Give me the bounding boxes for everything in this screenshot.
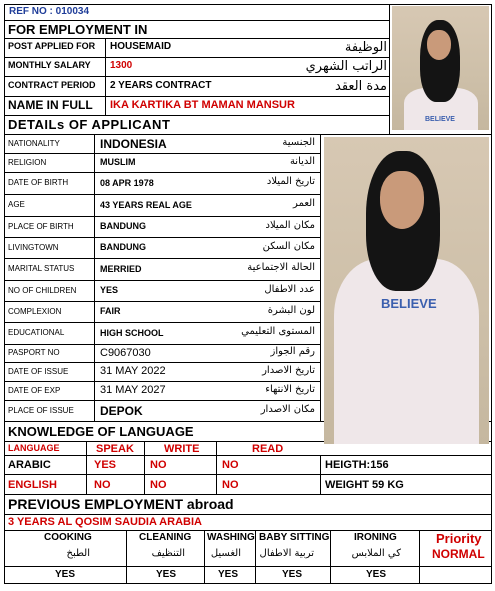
name-label: NAME IN FULL	[8, 98, 93, 112]
detail-label: AGE	[8, 200, 25, 209]
skill-washing-label: WASHING	[207, 532, 255, 543]
weight-value: WEIGHT 59 KG	[325, 479, 404, 491]
skill-washing-arabic: الغسيل	[210, 548, 241, 559]
details-heading: DETAILs OF APPLICANT	[8, 117, 171, 132]
skill-cooking-label: COOKING	[44, 532, 92, 543]
skill-babysitting-label: BABY SITTING	[259, 532, 330, 543]
detail-label: DATE OF ISSUE	[8, 366, 69, 376]
detail-label: PLACE OF BIRTH	[8, 221, 74, 231]
skill-cleaning-label: CLEANING	[139, 532, 192, 543]
detail-label: PLACE OF ISSUE	[8, 405, 74, 415]
detail-value: HIGH SCHOOL	[100, 327, 164, 338]
language-heading: KNOWLEDGE OF LANGUAGE	[8, 424, 194, 439]
arabic-write: NO	[150, 459, 167, 471]
arabic-speak: YES	[94, 459, 117, 471]
detail-value: MUSLIM	[100, 157, 136, 167]
salary-arabic-label: الراتب الشهري	[305, 59, 387, 74]
post-label: POST APPLIED FOR	[8, 41, 96, 51]
detail-arabic-label: مكان السكن	[262, 240, 315, 252]
contract-value: 2 YEARS CONTRACT	[110, 80, 212, 91]
detail-label: COMPLEXION	[8, 306, 62, 316]
detail-arabic-label: الجنسية	[282, 136, 315, 148]
detail-arabic-label: لون البشرة	[267, 304, 315, 316]
post-arabic-label: الوظيفة	[344, 40, 387, 55]
detail-label: PASPORT NO	[8, 348, 60, 357]
detail-value: 43 YEARS REAL AGE	[100, 199, 192, 210]
skill-ironing-arabic: كي الملابس	[351, 548, 401, 559]
english-write: NO	[150, 479, 167, 491]
skill-ironing-value: YES	[366, 569, 387, 580]
previous-heading: PREVIOUS EMPLOYMENT abroad	[8, 496, 234, 512]
priority-label: Priority	[436, 531, 482, 546]
detail-label: NO OF CHILDREN	[8, 285, 77, 295]
detail-value: DEPOK	[100, 403, 143, 418]
detail-value: YES	[100, 285, 119, 295]
detail-value: INDONESIA	[100, 136, 167, 151]
language-arabic: ARABIC	[8, 459, 51, 471]
language-col-language: LANGUAGE	[8, 443, 60, 453]
name-value: IKA KARTIKA BT MAMAN MANSUR	[110, 99, 295, 111]
skill-cooking-value: YES	[55, 569, 76, 580]
height-value: HEIGTH:156	[325, 459, 389, 471]
salary-value: 1300	[110, 60, 133, 71]
skill-babysitting-arabic: تربية الاطفال	[259, 548, 314, 559]
detail-value: MERRIED	[100, 263, 142, 274]
english-read: NO	[222, 479, 239, 491]
skill-washing-value: YES	[218, 569, 239, 580]
detail-arabic-label: العمر	[293, 198, 315, 209]
detail-arabic-label: المستوى التعليمي	[241, 326, 315, 337]
salary-label: MONTHLY SALARY	[8, 60, 91, 70]
contract-arabic-label: مدة العقد	[335, 79, 387, 94]
detail-label: EDUCATIONAL	[8, 328, 65, 337]
detail-label: DATE OF EXP	[8, 385, 61, 395]
detail-label: MARITAL STATUS	[8, 264, 75, 273]
applicant-photo-small	[392, 6, 489, 130]
detail-label: RELIGION	[8, 157, 47, 167]
detail-label: LIVINGTOWN	[8, 242, 59, 252]
skill-cooking-arabic: الطبخ	[66, 548, 90, 559]
language-col-read: READ	[252, 443, 284, 455]
priority-value: NORMAL	[432, 547, 485, 561]
detail-label: NATIONALITY	[8, 138, 60, 148]
detail-arabic-label: الديانة	[289, 155, 315, 167]
photo-large-shirt-logo: BELIEVE	[381, 296, 437, 311]
english-speak: NO	[94, 479, 111, 491]
detail-arabic-label: رقم الجواز	[270, 346, 315, 357]
detail-arabic-label: عدد الاطفال	[264, 283, 315, 295]
detail-arabic-label: تاريخ الاصدار	[262, 364, 315, 376]
previous-value: 3 YEARS AL QOSIM SAUDIA ARABIA	[8, 516, 202, 528]
skill-babysitting-value: YES	[282, 569, 303, 580]
detail-value: 31 MAY 2027	[100, 384, 166, 396]
detail-value: BANDUNG	[100, 242, 146, 252]
detail-label: DATE OF BIRTH	[8, 178, 69, 187]
applicant-photo-large	[324, 137, 489, 444]
detail-arabic-label: مكان الميلاد	[265, 219, 315, 231]
post-value: HOUSEMAID	[110, 41, 172, 52]
detail-value: BANDUNG	[100, 221, 146, 231]
detail-value: 31 MAY 2022	[100, 365, 166, 377]
skill-ironing-label: IRONING	[354, 532, 397, 543]
detail-value: C9067030	[100, 346, 151, 359]
detail-arabic-label: مكان الاصدار	[260, 403, 315, 415]
employment-heading: FOR EMPLOYMENT IN	[8, 22, 148, 37]
detail-arabic-label: تاريخ الميلاد	[266, 176, 315, 187]
contract-label: CONTRACT PERIOD	[8, 80, 96, 90]
language-col-speak: SPEAK	[96, 443, 134, 455]
detail-arabic-label: تاريخ الانتهاء	[265, 383, 315, 395]
language-english: ENGLISH	[8, 479, 57, 491]
detail-value: 08 APR 1978	[100, 177, 154, 188]
language-col-write: WRITE	[164, 443, 200, 455]
detail-arabic-label: الحالة الاجتماعية	[247, 262, 315, 273]
skill-cleaning-value: YES	[156, 569, 177, 580]
arabic-read: NO	[222, 459, 239, 471]
detail-value: FAIR	[100, 306, 121, 316]
ref-number: REF NO : 010034	[9, 6, 90, 17]
skill-cleaning-arabic: التنظيف	[151, 548, 185, 559]
photo-small-shirt-logo: BELIEVE	[425, 116, 455, 123]
